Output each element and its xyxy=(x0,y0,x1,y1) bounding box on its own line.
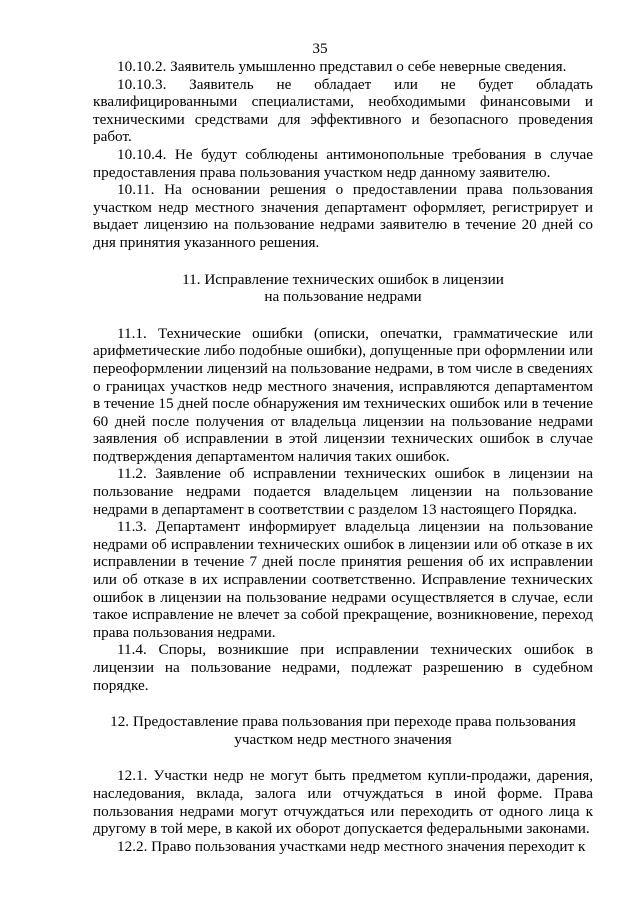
paragraph-10-10-2: 10.10.2. Заявитель умышленно представил о себе неверные сведения. xyxy=(117,58,567,75)
paragraph-11-2: 11.2. Заявление об исправлении технических ошибок в лицензии на пользование недрами подается владельцем лицензии на пользование недрами в департамент в соответствии с разделом 13 настоящего Порядка. xyxy=(93,465,593,518)
paragraph-10-10-4: 10.10.4. Не будут соблюдены антимонопольные требования в случае предоставления права пользования участком недр данному заявителю. xyxy=(93,145,593,181)
section-11-heading xyxy=(93,271,593,306)
section-12-title-line1: 12. Предоставление права пользования при переходе права пользования xyxy=(110,713,576,731)
page-number: 35 xyxy=(312,40,328,57)
section-12-heading xyxy=(93,713,593,748)
paragraph-12-2: 12.2. Право пользования участками недр местного значения переходит к xyxy=(117,837,586,855)
paragraph-12-1: 12.1. Участки недр не могут быть предметом купли-продажи, дарения, наследования, вклада, залога или отчуждаться в иной форме. Права пользования недрами могут отчуждаться или переходить от одного лица к другому в той мере, в какой их оборот допускается федеральными законами. xyxy=(93,767,593,838)
paragraph-11-4: 11.4. Споры, возникшие при исправлении технических ошибок в лицензии на пользование недрами, подлежат разрешению в судебном порядке. xyxy=(93,641,593,694)
document-body xyxy=(93,58,593,855)
paragraph-10-10-3: 10.10.3. Заявитель не обладает или не будет обладать квалифицированными специалистами, необходимыми финансовыми и техническими средствами для эффективного и безопасного проведения работ. xyxy=(93,75,593,146)
section-12-title-line2: участком недр местного значения xyxy=(234,730,452,748)
section-11-title-line1: 11. Исправление технических ошибок в лицензии xyxy=(182,270,504,288)
paragraph-11-3: 11.3. Департамент информирует владельца лицензии на пользование недрами об исправлении технических ошибок в лицензии или об отказе в их исправлении в течение 7 дней после принятия решения об их исправлении или об отказе в их исправлении соответственно. Исправление технических ошибок в лицензии на пользование недрами осуществляется в случае, если такое исправление не влечет за собой прекращение, возникновение, переход права пользования недрами. xyxy=(93,518,593,641)
paragraph-11-1: 11.1. Технические ошибки (описки, опечатки, грамматические или арифметические либо подобные ошибки), допущенные при оформлении или переоформлении лицензий на пользование недрами, в том числе в сведениях о границах участков недр местного значения, исправляются департаментом в течение 15 дней после обнаружения им технических ошибок или в течение 60 дней после получения от владельца лицензии на пользование недрами заявления об исправлении в этой лицензии технических ошибок в случае подтверждения департаментом наличия таких ошибок. xyxy=(93,324,593,465)
paragraph-10-11: 10.11. На основании решения о предоставлении права пользования участком недр местного значения департамент оформляет, регистрирует и выдает лицензию на пользование недрами заявителю в течение 20 дней со дня принятия указанного решения. xyxy=(93,181,593,251)
section-11-title-line2: на пользование недрами xyxy=(264,288,422,306)
